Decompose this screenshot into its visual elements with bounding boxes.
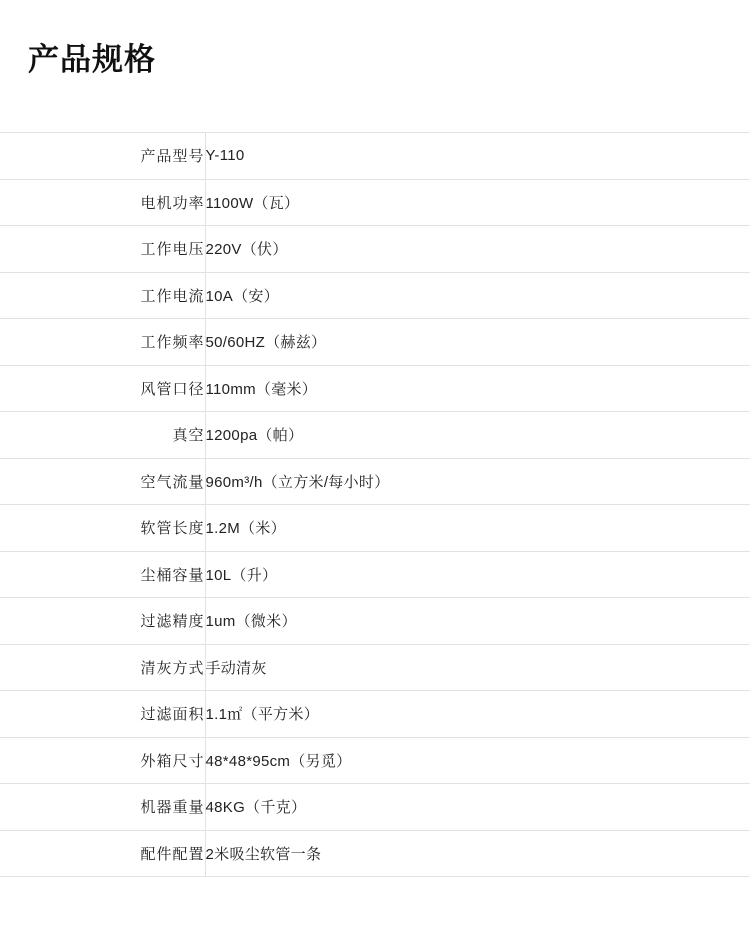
spec-label: 过滤面积 bbox=[0, 691, 205, 738]
spec-value: 2米吸尘软管一条 bbox=[205, 830, 750, 877]
spec-label: 电机功率 bbox=[0, 179, 205, 226]
spec-label: 工作电流 bbox=[0, 272, 205, 319]
spec-value: 960m³/h（立方米/每小时） bbox=[205, 458, 750, 505]
spec-value: 110mm（毫米） bbox=[205, 365, 750, 412]
spec-value: 1um（微米） bbox=[205, 598, 750, 645]
spec-value: 手动清灰 bbox=[205, 644, 750, 691]
spec-value: 1200pa（帕） bbox=[205, 412, 750, 459]
spec-label: 机器重量 bbox=[0, 784, 205, 831]
spec-value: 1.2M（米） bbox=[205, 505, 750, 552]
spec-value: 10L（升） bbox=[205, 551, 750, 598]
table-row bbox=[0, 551, 750, 598]
spec-label: 风管口径 bbox=[0, 365, 205, 412]
spec-label: 软管长度 bbox=[0, 505, 205, 552]
spec-label: 清灰方式 bbox=[0, 644, 205, 691]
spec-value: 48*48*95cm（另觅） bbox=[205, 737, 750, 784]
spec-value: 48KG（千克） bbox=[205, 784, 750, 831]
spec-label: 尘桶容量 bbox=[0, 551, 205, 598]
spec-label: 工作电压 bbox=[0, 226, 205, 273]
table-row bbox=[0, 272, 750, 319]
spec-value: 10A（安） bbox=[205, 272, 750, 319]
spec-table-body bbox=[0, 133, 750, 877]
spec-value: Y-110 bbox=[205, 133, 750, 180]
spec-label: 配件配置 bbox=[0, 830, 205, 877]
spec-value: 220V（伏） bbox=[205, 226, 750, 273]
table-row bbox=[0, 412, 750, 459]
spec-label: 产品型号 bbox=[0, 133, 205, 180]
table-row bbox=[0, 133, 750, 180]
spec-label: 过滤精度 bbox=[0, 598, 205, 645]
spec-label: 空气流量 bbox=[0, 458, 205, 505]
spec-label: 工作频率 bbox=[0, 319, 205, 366]
table-row bbox=[0, 644, 750, 691]
table-row bbox=[0, 737, 750, 784]
table-row bbox=[0, 598, 750, 645]
table-row bbox=[0, 691, 750, 738]
spec-table bbox=[0, 132, 750, 877]
page-title: 产品规格 bbox=[28, 42, 156, 77]
spec-value: 50/60HZ（赫兹） bbox=[205, 319, 750, 366]
table-row bbox=[0, 319, 750, 366]
table-row bbox=[0, 179, 750, 226]
table-row bbox=[0, 784, 750, 831]
table-row bbox=[0, 226, 750, 273]
table-row bbox=[0, 458, 750, 505]
spec-value: 1.1㎡（平方米） bbox=[205, 691, 750, 738]
table-row bbox=[0, 505, 750, 552]
table-row bbox=[0, 830, 750, 877]
table-row bbox=[0, 365, 750, 412]
spec-value: 1100W（瓦） bbox=[205, 179, 750, 226]
spec-label: 真空 bbox=[0, 412, 205, 459]
spec-label: 外箱尺寸 bbox=[0, 737, 205, 784]
